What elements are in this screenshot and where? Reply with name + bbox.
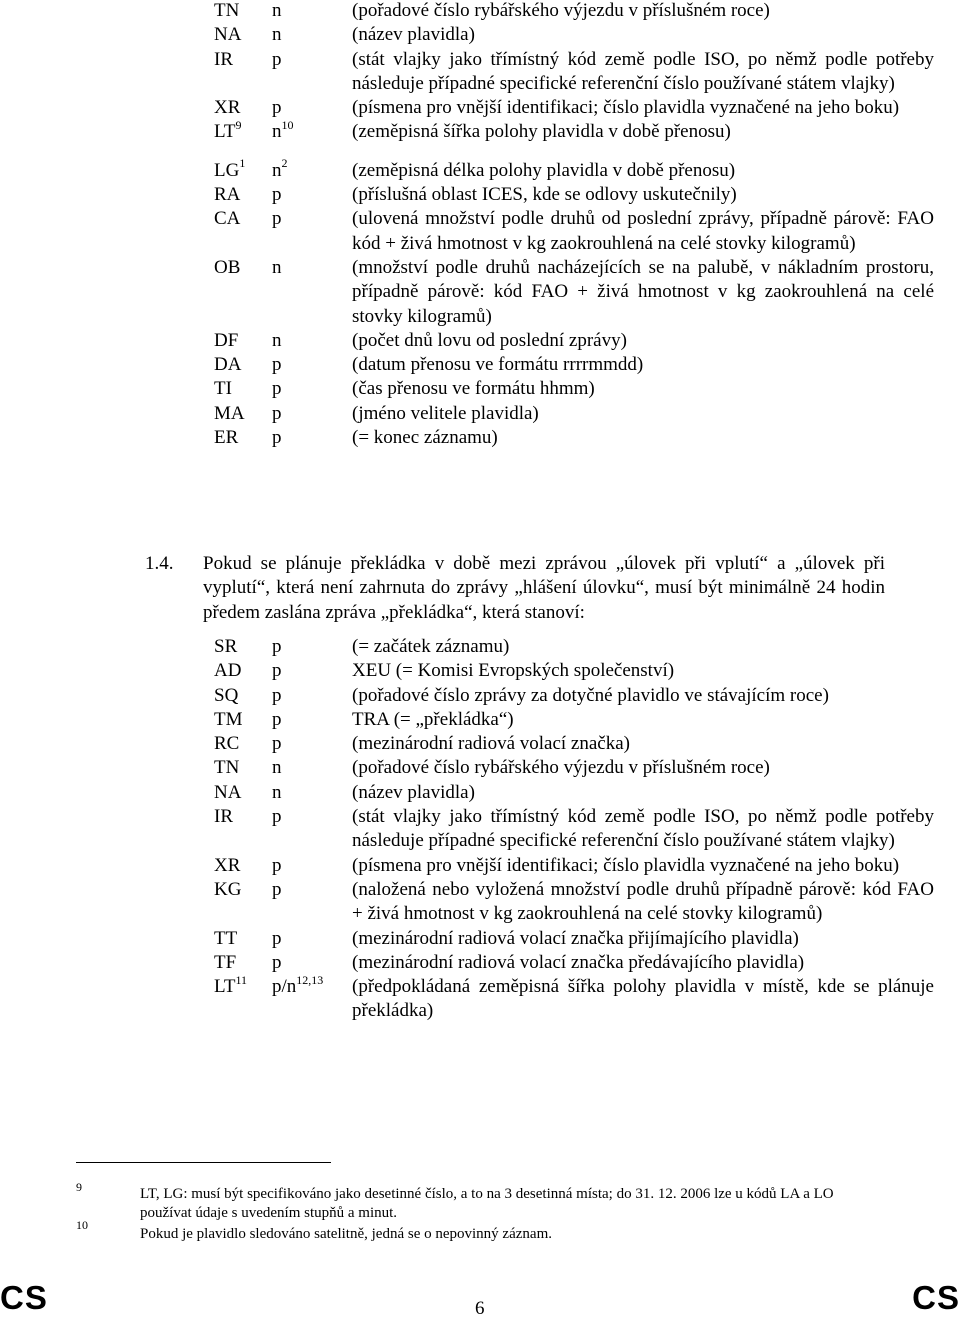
field-code: LT$^{11}$ — [214, 972, 248, 998]
field-row — [214, 927, 934, 951]
field-description: (předpokládaná zeměpisná šířka polohy plavidla v místě, kde se plánuje překládka) — [352, 976, 934, 1022]
field-description: TRA (= „překládka“) — [352, 708, 514, 730]
field-type: p — [272, 97, 282, 119]
field-code: NA — [214, 781, 242, 803]
field-row — [214, 120, 934, 144]
field-description: (název plavidla) — [352, 24, 475, 46]
field-row — [214, 805, 934, 854]
field-description: (mezinárodní radiová volací značka přijímajícího plavidla) — [352, 927, 799, 949]
field-description: (= začátek záznamu) — [352, 636, 510, 657]
field-description: (jméno velitele plavidla) — [352, 402, 539, 424]
paragraph-number: 1.4. — [145, 553, 174, 574]
field-type: p — [272, 660, 282, 682]
footnote-separator — [76, 1162, 331, 1163]
field-row — [214, 635, 934, 659]
field-code: MA — [214, 402, 245, 424]
field-code: TN — [214, 757, 240, 779]
field-row — [214, 781, 934, 805]
field-type: p — [272, 378, 282, 400]
field-code: IR — [214, 806, 233, 828]
field-row — [214, 659, 934, 683]
field-row — [214, 756, 934, 780]
footnote-ref: 12,13 — [296, 972, 324, 987]
field-code: AD — [214, 660, 242, 682]
field-code: ER — [214, 427, 239, 449]
field-description: (písmena pro vnější identifikaci; číslo plavidla vyznačené na jeho boku) — [352, 854, 900, 876]
field-type: $n^{10}$ — [272, 118, 294, 143]
footnote-ref: 11 — [235, 972, 248, 987]
field-code: TM — [214, 708, 243, 730]
field-type: p — [272, 708, 282, 730]
field-row — [214, 96, 934, 120]
field-row — [214, 732, 934, 756]
field-row — [214, 329, 934, 353]
field-row — [214, 207, 934, 256]
field-description: (mezinárodní radiová volací značka) — [352, 733, 630, 755]
field-type: n — [272, 329, 282, 351]
footnote-ref: 1 — [239, 156, 246, 171]
field-code: XR — [214, 854, 241, 876]
field-code: NA — [214, 24, 242, 46]
field-description: (pořadové číslo zprávy za dotyčné plavidlo ve stávajícím roce) — [352, 684, 829, 706]
field-code: CA — [214, 208, 241, 230]
field-code: DF — [214, 329, 239, 351]
field-row — [214, 402, 934, 426]
field-row — [214, 183, 934, 207]
field-description: (zeměpisná délka polohy plavidla v době přenosu) — [352, 159, 736, 181]
field-table-1 — [214, 0, 934, 450]
footnote-number-10: 10 — [76, 1218, 88, 1232]
field-code: RA — [214, 184, 241, 206]
field-type: p — [272, 354, 282, 376]
paragraph-text: Pokud se plánuje překládka v době mezi zprávou „úlovek při vplutí“ a „úlovek při vyplutí“, která není zahrnuta do zprávy „hlášení úlovku“, musí být minimálně 24 hodin předem zaslána zpráva „překládka“, která stanoví: — [203, 553, 885, 623]
field-code: KG — [214, 878, 242, 900]
field-type: p — [272, 733, 282, 755]
field-type: p — [272, 48, 282, 70]
footnote-9: LT, LG: musí být specifikováno jako desetinné číslo, a to na 3 desetinná místa; do 31. 12. 2006 lze u kódů LA a LO používat údaje s uvedením stupňů a minut. — [140, 1186, 834, 1221]
field-code: IR — [214, 48, 233, 70]
field-row — [214, 377, 934, 401]
field-code: TT — [214, 927, 238, 949]
field-description: (mezinárodní radiová volací značka předávajícího plavidla) — [352, 951, 805, 973]
field-row — [214, 972, 934, 1024]
field-row — [214, 48, 934, 97]
field-code: SR — [214, 636, 238, 657]
field-type: p — [272, 427, 282, 449]
footnote-ref: 2 — [281, 156, 288, 171]
field-code: OB — [214, 256, 241, 278]
field-code: $LG^1$ — [214, 156, 246, 181]
field-type: p — [272, 854, 282, 876]
field-type: n — [272, 24, 282, 46]
field-type: p — [272, 878, 282, 900]
field-type: p — [272, 636, 282, 657]
field-description: (příslušná oblast ICES, kde se odlovy uskutečnily) — [352, 184, 737, 206]
field-code: TN — [214, 0, 240, 21]
field-description: (= konec záznamu) — [352, 427, 498, 449]
field-type: p — [272, 951, 282, 973]
field-code: TI — [214, 378, 232, 400]
field-type: n — [272, 256, 282, 278]
field-code: XR — [214, 97, 241, 119]
field-description: (množství podle druhů nacházejících se na palubě, v nákladním prostoru, případně párově: kód FAO + živá hmotnost v kg zaokrouhlená na celé stovky kilogramů) — [352, 256, 934, 327]
footer-language-right: CS — [912, 1279, 960, 1316]
field-description: (zeměpisná šířka polohy plavidla v době přenosu) — [352, 121, 731, 143]
footnote-10: Pokud je plavidlo sledováno satelitně, jedná se o nepovinný záznam. — [140, 1226, 552, 1242]
field-type: p — [272, 684, 282, 706]
field-type: p — [272, 208, 282, 230]
field-type: n — [272, 0, 282, 21]
field-type: p — [272, 927, 282, 949]
field-row — [214, 23, 934, 47]
field-type: $p/n^{12,13}$ — [272, 972, 324, 998]
field-type: p — [272, 402, 282, 424]
field-code: SQ — [214, 684, 239, 706]
field-row — [214, 0, 934, 23]
field-description: (datum přenosu ve formátu rrrrmmdd) — [352, 354, 644, 376]
field-description: (písmena pro vnější identifikaci; číslo plavidla vyznačené na jeho boku) — [352, 97, 900, 119]
field-code: DA — [214, 354, 242, 376]
field-description: (pořadové číslo rybářského výjezdu v příslušném roce) — [352, 757, 770, 779]
field-row — [214, 353, 934, 377]
field-description: XEU (= Komisi Evropských společenství) — [352, 660, 675, 682]
field-type: $n^2$ — [272, 156, 288, 181]
field-table-2 — [214, 635, 934, 1024]
field-code: RC — [214, 733, 240, 755]
field-row — [214, 156, 934, 183]
field-row — [214, 854, 934, 878]
field-description: (stát vlajky jako třímístný kód země podle ISO, po němž podle potřeby následuje případné specifické referenční číslo používané státem vlajky) — [352, 48, 934, 94]
footnote-ref: 9 — [235, 118, 242, 133]
field-row — [214, 951, 934, 975]
field-row — [214, 878, 934, 927]
paragraph-1-4 — [145, 552, 885, 625]
field-description: (název plavidla) — [352, 781, 475, 803]
field-code: TF — [214, 951, 237, 973]
field-row — [214, 256, 934, 329]
field-type: n — [272, 781, 282, 803]
field-code: $LT^9$ — [214, 118, 242, 143]
field-row — [214, 684, 934, 708]
field-description: (pořadové číslo rybářského výjezdu v příslušném roce) — [352, 0, 770, 21]
footer-language-left: CS — [0, 1279, 48, 1316]
page-number: 6 — [475, 1298, 485, 1319]
field-description: (čas přenosu ve formátu hhmm) — [352, 378, 595, 400]
field-description: (počet dnů lovu od poslední zprávy) — [352, 329, 627, 351]
field-row — [214, 426, 934, 450]
field-type: n — [272, 757, 282, 779]
field-description: (naložená nebo vyložená množství podle druhů případně párově: kód FAO + živá hmotnost v kg zaokrouhlená na celé stovky kilogramů) — [352, 878, 934, 925]
field-type: p — [272, 806, 282, 828]
field-description: (stát vlajky jako třímístný kód země podle ISO, po němž podle potřeby následuje případné specifické referenční číslo používané státem vlajky) — [352, 806, 934, 852]
field-description: (ulovená množství podle druhů od poslední zprávy, případně párově: FAO kód + živá hmotnost v kg zaokrouhlená na celé stovky kilogramů) — [352, 208, 934, 254]
field-type: p — [272, 184, 282, 206]
footnote-ref: 10 — [281, 118, 294, 133]
footnote-number-9: 9 — [76, 1180, 82, 1194]
field-row — [214, 708, 934, 732]
